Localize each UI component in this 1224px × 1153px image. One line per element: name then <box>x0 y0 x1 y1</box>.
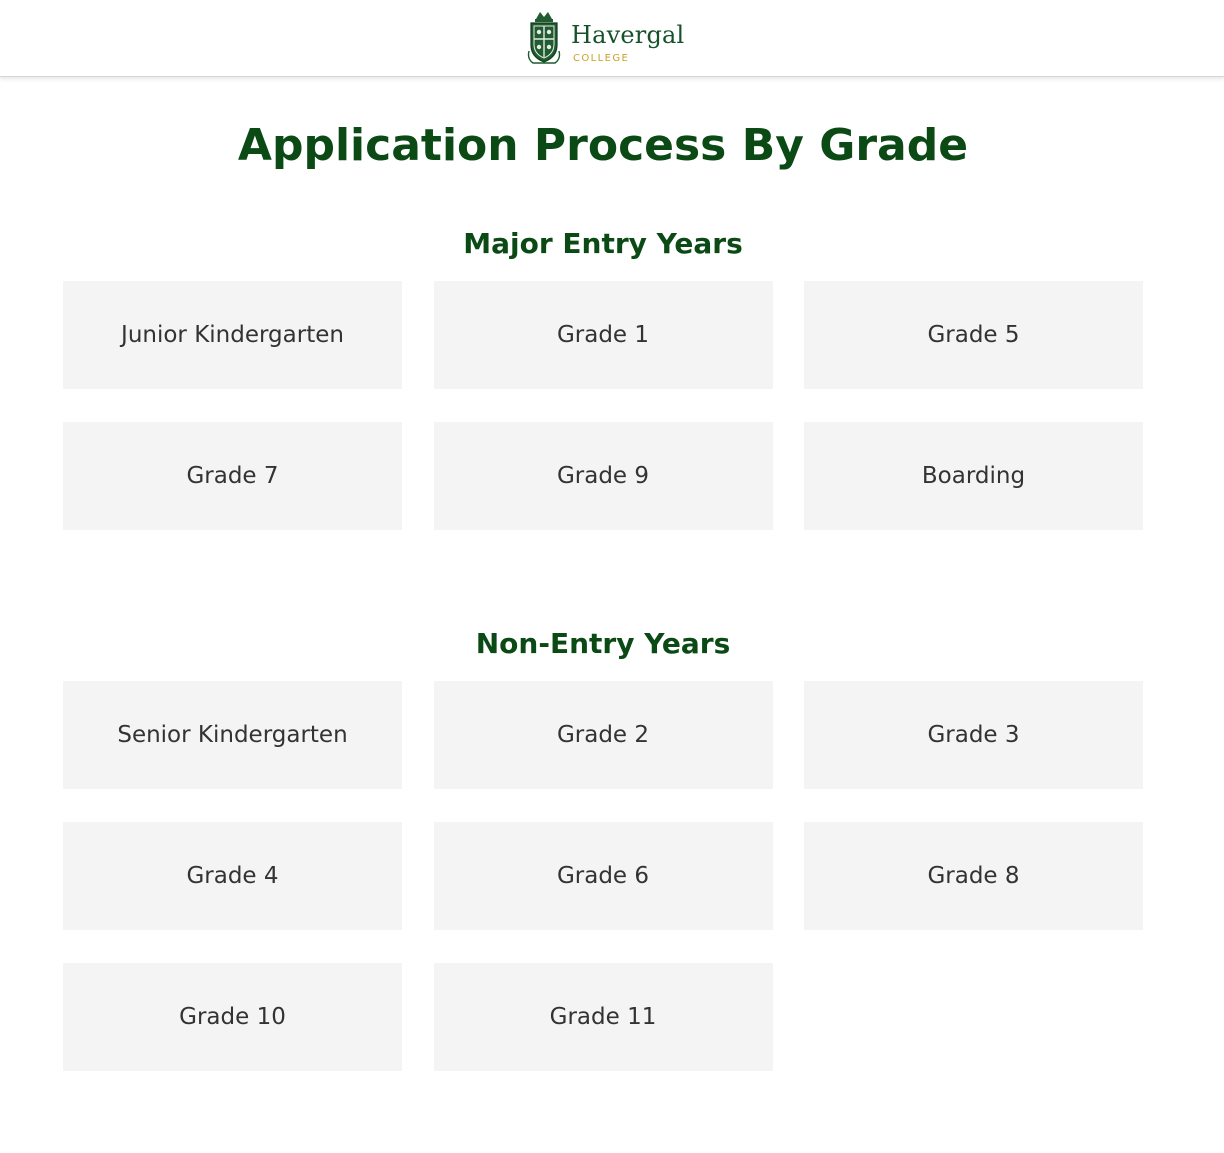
grade-card-grade-3[interactable] <box>804 681 1143 789</box>
grade-card-label: Grade 7 <box>186 463 279 489</box>
section-title-non-entry: Non-Entry Years <box>475 627 731 660</box>
grade-card-grade-8[interactable] <box>804 822 1143 930</box>
non-entry-grid <box>63 681 1143 1071</box>
grade-card-label: Junior Kindergarten <box>121 322 344 348</box>
grade-card-label: Grade 6 <box>556 863 650 889</box>
grade-card-label: Grade 3 <box>927 722 1020 748</box>
havergal-logo[interactable] <box>527 8 687 66</box>
grade-card-grade-2[interactable] <box>434 681 773 789</box>
grade-card-grade-4[interactable] <box>63 822 402 930</box>
grade-card-grade-11[interactable] <box>434 963 773 1071</box>
grade-card-label: Grade 11 <box>549 1004 657 1030</box>
grade-card-label: Grade 4 <box>186 863 279 889</box>
grade-card-label: Grade 9 <box>556 463 650 489</box>
grade-card-boarding[interactable] <box>804 422 1143 530</box>
grade-card-label: Grade 2 <box>556 722 650 748</box>
grade-card-grade-6[interactable] <box>434 822 773 930</box>
section-title-major-entry: Major Entry Years <box>463 227 743 260</box>
page-title: Application Process By Grade <box>237 120 969 171</box>
crest-icon <box>527 9 561 65</box>
site-header <box>0 0 1224 77</box>
logo-subtitle: COLLEGE <box>573 53 630 64</box>
grade-card-label: Grade 8 <box>927 863 1020 889</box>
grade-card-label: Grade 5 <box>927 322 1020 348</box>
grade-card-grade-9[interactable] <box>434 422 773 530</box>
grade-card-label: Grade 1 <box>556 322 650 348</box>
grade-card-grade-10[interactable] <box>63 963 402 1071</box>
grade-card-grade-7[interactable] <box>63 422 402 530</box>
grade-card-label: Grade 10 <box>179 1004 286 1030</box>
grade-card-junior-kindergarten[interactable] <box>63 281 402 389</box>
grade-card-label: Senior Kindergarten <box>117 722 348 748</box>
logo-name: Havergal <box>571 21 685 49</box>
grade-card-grade-5[interactable] <box>804 281 1143 389</box>
grade-card-label: Boarding <box>921 463 1026 489</box>
grade-card-grade-1[interactable] <box>434 281 773 389</box>
grade-card-senior-kindergarten[interactable] <box>63 681 402 789</box>
major-entry-grid <box>63 281 1143 530</box>
logo-wordmark <box>571 9 687 65</box>
